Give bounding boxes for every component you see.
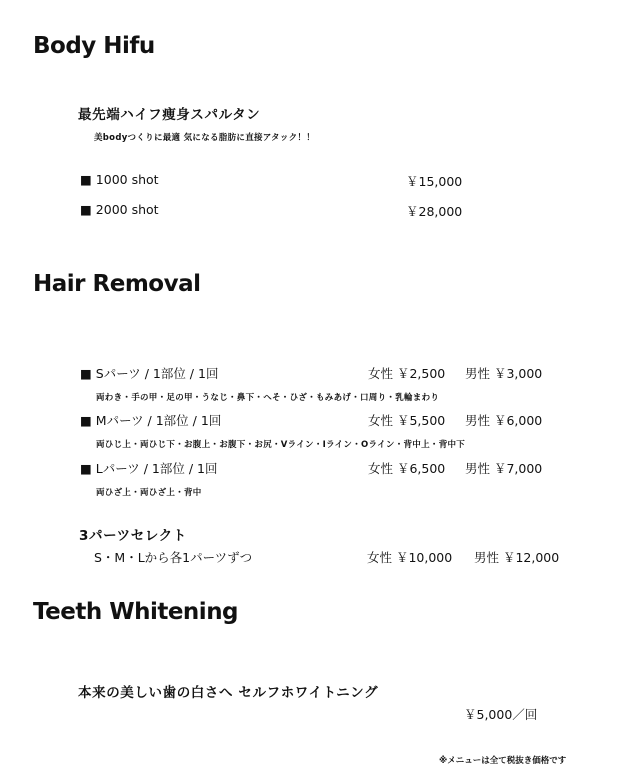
section-title-body-hifu: Body Hifu [33, 33, 155, 59]
hair-item-female-price: 女性 ￥6,500 [368, 461, 446, 476]
hair-item-label: ■ Mパーツ / 1部位 / 1回 [80, 413, 222, 428]
hair-item-female-price: 女性 ￥5,500 [368, 413, 446, 428]
hair-item-female-price: 女性 ￥2,500 [368, 366, 446, 381]
three-parts-select-label: S・M・Lから各1パーツずつ [94, 550, 253, 565]
teeth-whitening-price: ￥5,000／回 [464, 707, 538, 722]
hair-item-detail: 両ひじ上・両ひじ下・お腹上・お腹下・お尻・Vライン・Iライン・Oライン・背中上・背中下 [96, 440, 466, 450]
hifu-item-label: ■ 2000 shot [80, 202, 159, 217]
hair-item-detail: 両わき・手の甲・足の甲・うなじ・鼻下・へそ・ひざ・もみあげ・口周り・乳輪まわり [96, 393, 440, 403]
three-parts-female-price: 女性 ￥10,000 [367, 550, 453, 565]
body-hifu-subtitle: 最先端ハイフ痩身スパルタン [78, 107, 261, 123]
hair-item-male-price: 男性 ￥3,000 [465, 366, 543, 381]
hair-item-label: ■ Lパーツ / 1部位 / 1回 [80, 461, 218, 476]
hair-item-detail: 両ひざ上・両ひざ上・背中 [96, 488, 202, 498]
hifu-item-price: ￥15,000 [406, 174, 463, 189]
hair-item-male-price: 男性 ￥6,000 [465, 413, 543, 428]
section-title-teeth-whitening: Teeth Whitening [33, 599, 239, 625]
three-parts-male-price: 男性 ￥12,000 [474, 550, 560, 565]
hair-item-label: ■ Sパーツ / 1部位 / 1回 [80, 366, 219, 381]
three-parts-select-title: 3パーツセレクト [79, 528, 187, 544]
hifu-item-price: ￥28,000 [406, 204, 463, 219]
hifu-item-label: ■ 1000 shot [80, 172, 159, 187]
body-hifu-tagline: 美bodyつくりに最適 気になる脂肪に直接アタック！！ [94, 133, 316, 143]
teeth-whitening-subtitle: 本来の美しい歯の白さへ セルフホワイトニング [78, 685, 379, 701]
hair-item-male-price: 男性 ￥7,000 [465, 461, 543, 476]
tax-note: ※メニューは全て税抜き価格です [439, 756, 567, 766]
section-title-hair-removal: Hair Removal [33, 271, 201, 297]
